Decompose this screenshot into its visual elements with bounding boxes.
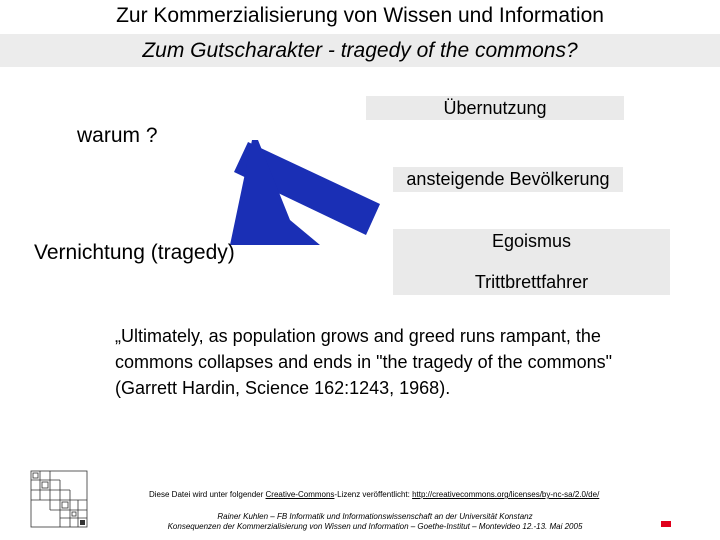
creative-commons-link[interactable]: Creative-Commons <box>265 490 335 499</box>
cause-egoism-box <box>393 229 670 295</box>
cause-free-riders: Trittbrettfahrer <box>474 272 589 292</box>
license-prefix: Diese Datei wird unter folgender <box>149 490 266 499</box>
license-url-link[interactable]: http://creativecommons.org/licenses/by-nc-sa/2.0/de/ <box>412 490 600 499</box>
cause-overuse: Übernutzung <box>366 96 624 120</box>
cause-population: ansteigende Bevölkerung <box>393 167 623 192</box>
license-mid: -Lizenz veröffentlicht: <box>334 490 413 499</box>
result-destruction: Vernichtung (tragedy) <box>34 241 235 264</box>
slide-title: Zur Kommerzialisierung von Wissen und Information <box>116 4 604 27</box>
slide-subtitle: Zum Gutscharakter - tragedy of the commons? <box>0 34 720 67</box>
author-line: Rainer Kuhlen – FB Informatik und Informationswissenschaft an der Universität Konstanz <box>217 512 533 521</box>
cause-egoism: Egoismus <box>491 231 572 251</box>
university-logo-icon <box>30 470 88 528</box>
accent-marker <box>661 521 671 527</box>
author-credit <box>110 512 640 532</box>
question-why: warum ? <box>77 124 158 147</box>
license-note <box>149 490 599 499</box>
hardin-quote: „Ultimately, as population grows and greed runs rampant, the commons collapses and ends in "the tragedy of the commons" (Garrett Hardin, Science 162:1243, 1968). <box>115 326 613 398</box>
arrow-icon <box>230 140 390 250</box>
event-line: Konsequenzen der Kommerzialisierung von Wissen und Information – Goethe-Institut – Montevideo 12.-13. Mai 2005 <box>167 522 583 531</box>
